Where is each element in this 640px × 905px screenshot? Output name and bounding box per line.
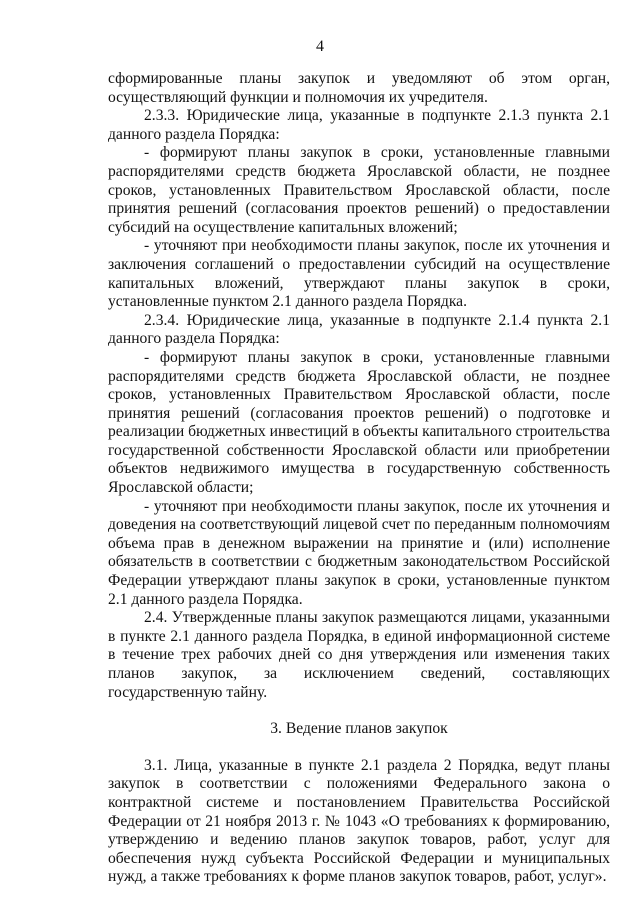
paragraph: 3.1. Лица, указанные в пункте 2.1 раздела 2 Порядка, ведут планы закупок в соответствии с положениями Федерального закона о контрактной системе и постановлением Правительства Российской Федерации от 21 ноября 2013 г. № 1043 «О требованиях к формированию, утверждению и ведению планов закупок товаров, работ, услуг для обеспечения нужд субъекта Российской Федерации и муниципальных нужд, а также требованиях к форме планов закупок товаров, работ, услуг». xyxy=(108,756,610,886)
paragraph: - формируют планы закупок в сроки, установленные главными распорядителями средств бюджета Ярославской области, не позднее сроков, установленных Правительством Ярославской области, после принятия решений (согласования проектов решений) о предоставлении субсидий на осуществление капитальных вложений; xyxy=(108,144,610,236)
page-number: 4 xyxy=(316,38,324,55)
paragraph: 2.3.4. Юридические лица, указанные в подпункте 2.1.4 пункта 2.1 данного раздела Порядка: xyxy=(108,311,610,348)
paragraph: сформированные планы закупок и уведомляют об этом орган, осуществляющий функции и полномочия их учредителя. xyxy=(108,70,610,106)
paragraph: - формируют планы закупок в сроки, установленные главными распорядителями средств бюджета Ярославской области, не позднее сроков, установленных Правительством Ярославской области, после принятия решений (согласования проектов решений) о подготовке и реализации бюджетных инвестиций в объекты капитального строительства государственной собственности Ярославской области или приобретении объектов недвижимого имущества в государственную собственность Ярославской области; xyxy=(108,348,610,497)
paragraph: - уточняют при необходимости планы закупок, после их уточнения и доведения на соответствующий лицевой счет по переданным полномочиям объема прав в денежном выражении на принятие и (или) исполнение обязательств в соответствии с бюджетным законодательством Российской Федерации утверждают планы закупок в сроки, установленные пунктом 2.1 данного раздела Порядка. xyxy=(108,497,610,608)
paragraph: 2.4. Утвержденные планы закупок размещаются лицами, указанными в пункте 2.1 данного раздела Порядка, в единой информационной системе в течение трех рабочих дней со дня утверждения или изменения таких планов закупок, за исключением сведений, составляющих государственную тайну. xyxy=(108,609,610,701)
section-heading: 3. Ведение планов закупок xyxy=(270,720,448,738)
paragraph: 2.3.3. Юридические лица, указанные в подпункте 2.1.3 пункта 2.1 данного раздела Порядка: xyxy=(108,107,610,143)
paragraph: - уточняют при необходимости планы закупок, после их уточнения и заключения соглашений о предоставлении субсидий на осуществление капитальных вложений, утверждают планы закупок в сроки, установленные пунктом 2.1 данного раздела Порядка. xyxy=(108,237,610,311)
document-body xyxy=(108,70,610,887)
